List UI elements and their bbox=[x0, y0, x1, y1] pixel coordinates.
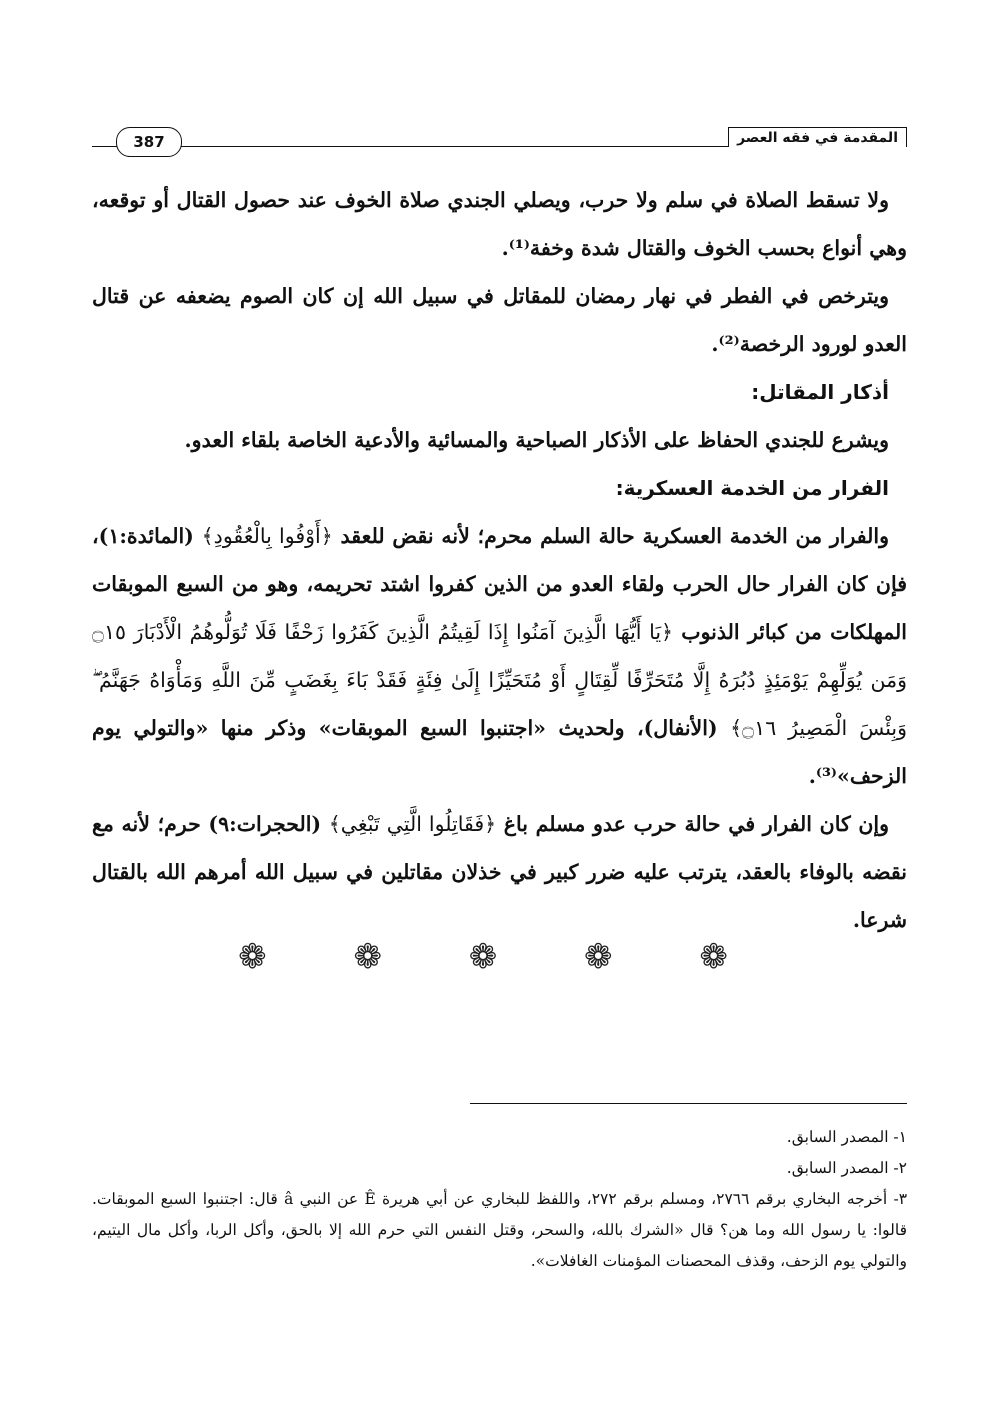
footnote-2: ٢- المصدر السابق. bbox=[786, 1159, 907, 1177]
footnotes bbox=[92, 1122, 907, 1277]
paragraph-dhikr: ويشرع للجندي الحفاظ على الأذكار الصباحية والمسائية والأدعية الخاصة بلقاء العدو. bbox=[184, 428, 889, 452]
page-header bbox=[92, 118, 907, 150]
heading-desertion: الفرار من الخدمة العسكرية: bbox=[615, 476, 889, 500]
paragraph-fasting: ويترخص في الفطر في نهار رمضان للمقاتل في سبيل الله إن كان الصوم يضعفه عن قتال العدو لورود الرخصة⁽²⁾. bbox=[92, 284, 907, 356]
body-text bbox=[92, 176, 907, 944]
paragraph-desertion-part-3: (الأنفال)، ولحديث «اجتنبوا السبع الموبقات» وذكر منها «والتولي يوم الزحف»⁽³⁾. bbox=[92, 716, 907, 788]
paragraph-desertion-part-1: والفرار من الخدمة العسكرية حالة السلم محرم؛ لأنه نقض للعقد bbox=[340, 524, 889, 548]
quran-verse-anfal: ﴿يَا أَيُّهَا الَّذِينَ آمَنُوا إِذَا لَقِيتُمُ الَّذِينَ كَفَرُوا زَحْفًا فَلَا تُوَلُّوهُمُ الْأَدْبَارَ ۝١٥ وَمَن يُوَلِّهِمْ يَوْمَئِذٍ دُبُرَهُ إِلَّا مُتَحَرِّفًا لِّقِتَالٍ أَوْ مُتَحَيِّزًا إِلَىٰ فِئَةٍ فَقَدْ بَاءَ بِغَضَبٍ مِّنَ اللَّهِ وَمَأْوَاهُ جَهَنَّمُ ۖ وَبِئْسَ الْمَصِيرُ ۝١٦﴾ bbox=[92, 620, 908, 740]
heading-fighter-dhikr: أذكار المقاتل: bbox=[751, 380, 889, 404]
quran-verse-maidah: ﴿أَوْفُوا بِالْعُقُودِ﴾ bbox=[201, 524, 333, 548]
page-number: 387 bbox=[116, 127, 182, 157]
section-ornaments: ❁ ❁ ❁ ❁ ❁ bbox=[238, 937, 766, 977]
paragraph-muslim-enemy bbox=[92, 800, 907, 944]
paragraph-muslim-enemy-part-1: وإن كان الفرار في حالة حرب عدو مسلم باغ bbox=[503, 812, 890, 836]
quran-verse-hujurat: ﴿فَقَاتِلُوا الَّتِي تَبْغِي﴾ bbox=[328, 812, 497, 836]
paragraph-prayer: ولا تسقط الصلاة في سلم ولا حرب، ويصلي الجندي صلاة الخوف عند حصول القتال أو توقعه، وهي أنواع بحسب الخوف والقتال شدة وخفة⁽¹⁾. bbox=[92, 188, 907, 260]
paragraph-desertion-part-2: (المائدة:١)، فإن كان الفرار حال الحرب ولقاء العدو من الذين كفروا اشتد تحريمه، وهو من السبع الموبقات المهلكات من كبائر الذنوب bbox=[92, 524, 907, 644]
footnote-rule bbox=[470, 1103, 907, 1104]
paragraph-desertion bbox=[92, 512, 907, 800]
footnote-1: ١- المصدر السابق. bbox=[786, 1128, 907, 1146]
footnote-3: ٣- أخرجه البخاري برقم ٢٧٦٦، ومسلم برقم ٢٧٢، واللفظ للبخاري عن أبي هريرة Ê عن النبي â قال: اجتنبوا السبع الموبقات. قالوا: يا رسول الله وما هن؟ قال «الشرك بالله، والسحر، وقتل النفس التي حرم الله إلا بالحق، وأكل الربا، وأكل مال اليتيم، والتولي يوم الزحف، وقذف المحصنات المؤمنات الغافلات». bbox=[92, 1190, 908, 1270]
book-title: المقدمة في فقه العصر bbox=[728, 127, 907, 147]
paragraph-muslim-enemy-part-2: (الحجرات:٩) حرم؛ لأنه مع نقضه بالوفاء بالعقد، يترتب عليه ضرر كبير في خذلان مقاتلين في سبيل الله أمرهم الله بالقتال شرعا. bbox=[92, 812, 907, 932]
